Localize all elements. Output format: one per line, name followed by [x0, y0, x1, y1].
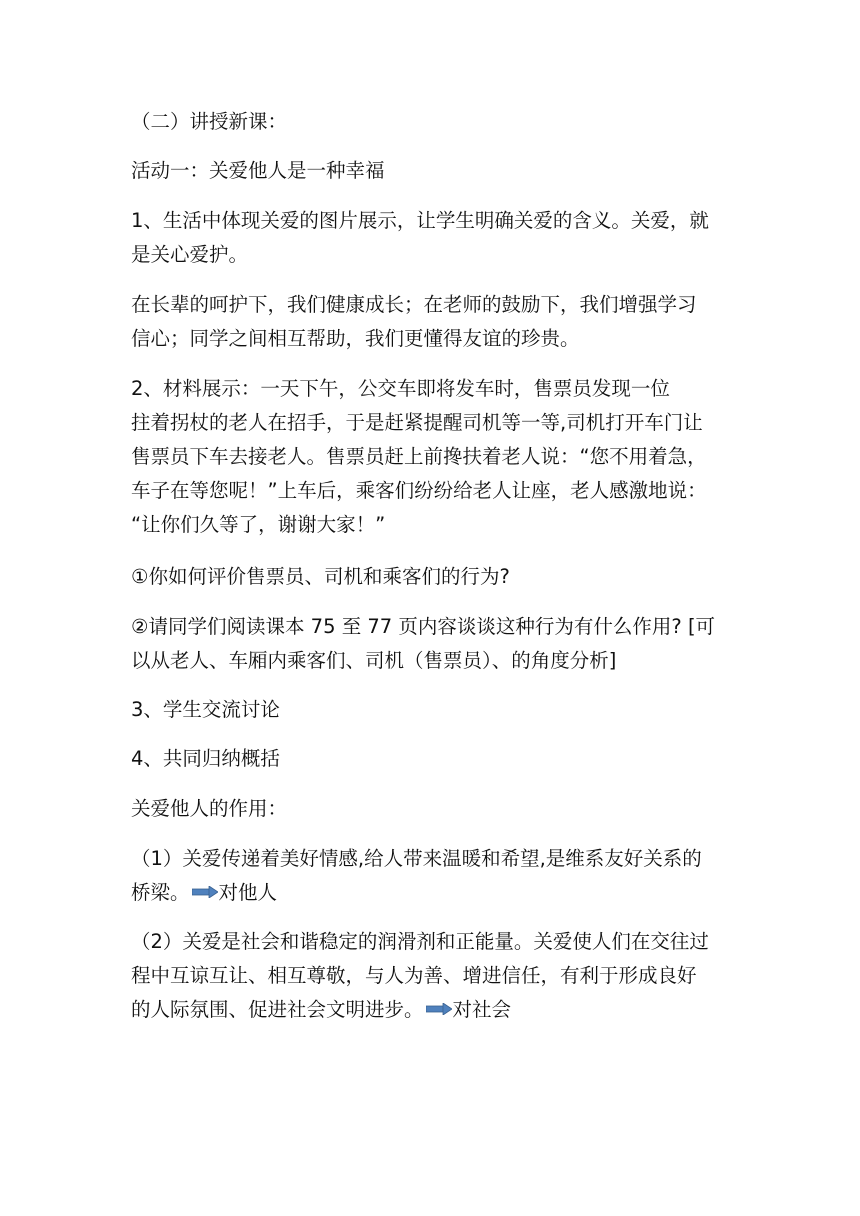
elders-paragraph: 在长辈的呵护下，我们健康成长；在老师的鼓励下，我们增强学习 信心；同学之间相互帮助，我们更懂得友谊的珍贵。 — [131, 293, 697, 350]
question-2: ②请同学们阅读课本 75 至 77 页内容谈谈这种行为有什么作用? [可 以从老人、车厢内乘客们、司机（售票员）、的角度分析] — [131, 615, 716, 672]
roles-heading: 关爱他人的作用： — [131, 797, 288, 820]
item-4: 4、共同归纳概括 — [131, 747, 280, 770]
question-1: ①你如何评价售票员、司机和乘客们的行为? — [131, 565, 510, 588]
activity-title: 活动一：关爱他人是一种幸福 — [131, 159, 385, 182]
item-2-paragraph: 2、材料展示：一天下午，公交车即将发车时，售票员发现一位 拄着拐杖的老人在招手，于是赶紧提醒司机等一等,司机打开车门让 售票员下车去接老人。售票员赶上前搀扶着老人说：“您不用着急， 车子在等您呢！”上车后，乘客们纷纷给老人让座，老人感激地说： “让你们久等了，谢谢大家！” — [131, 377, 707, 536]
role-2-paragraph: （2）关爱是社会和谐稳定的润滑剂和正能量。关爱使人们在交往过 程中互谅互让、相互尊敬，与人为善、增进信任，有利于形成良好 的人际氛围、促进社会文明进步。 对社会 — [131, 930, 709, 1021]
item-3: 3、学生交流讨论 — [131, 698, 280, 721]
section-heading: （二）讲授新课： — [131, 110, 288, 133]
role-1-paragraph: （1）关爱传递着美好情感,给人带来温暖和希望,是维系友好关系的 桥梁。 对他人 — [131, 847, 702, 904]
to-society-tag: 对社会 — [452, 998, 512, 1021]
item-1-paragraph: 1、生活中体现关爱的图片展示，让学生明确关爱的含义。关爱，就 是关心爱护。 — [131, 209, 709, 266]
right-arrow-icon — [426, 1003, 452, 1015]
to-others-tag: 对他人 — [218, 881, 278, 904]
right-arrow-icon — [192, 886, 218, 898]
